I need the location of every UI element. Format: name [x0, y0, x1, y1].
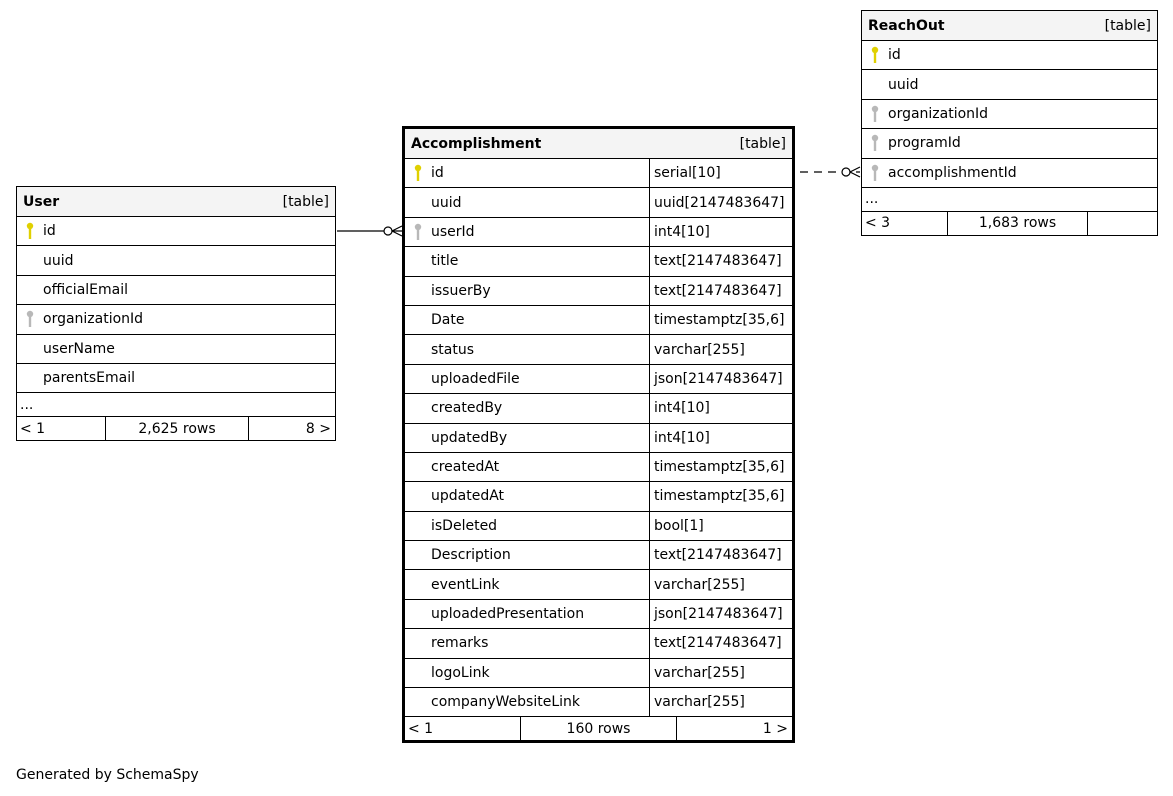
reachout-table-header [862, 11, 1157, 41]
table-kind: [table] [282, 193, 329, 210]
edge-user-accomplishment-crowfoot-top [392, 226, 402, 231]
column-name: id [431, 165, 444, 182]
primary-key-icon [25, 222, 35, 240]
column-name: organizationId [888, 105, 989, 122]
foreign-key-icon [870, 164, 880, 182]
foreign-key-icon [25, 310, 35, 328]
column-type: varchar[255] [649, 335, 792, 363]
column-type: text[2147483647] [649, 277, 792, 305]
column-name: id [43, 223, 56, 240]
column-row-uploadedfile[interactable] [405, 365, 792, 394]
column-row-status[interactable] [405, 335, 792, 364]
column-type: varchar[255] [649, 688, 792, 716]
column-row-username[interactable] [17, 335, 335, 364]
table-name: ReachOut [868, 17, 945, 34]
column-type: text[2147483647] [649, 247, 792, 275]
foreign-key-icon [870, 105, 880, 123]
column-type: int4[10] [649, 394, 792, 422]
column-row-uuid[interactable] [862, 70, 1157, 99]
column-row-organizationid[interactable] [862, 100, 1157, 129]
column-row-eventlink[interactable] [405, 570, 792, 599]
column-list [405, 159, 792, 717]
table-kind: [table] [1104, 17, 1151, 34]
table-name: Accomplishment [411, 135, 542, 152]
table-footer [17, 417, 335, 440]
footer-children[interactable]: 1 > [762, 720, 788, 737]
more-columns-ellipsis: ... [862, 188, 1157, 212]
edge-user-accomplishment-zero-marker [384, 227, 392, 235]
column-type: bool[1] [649, 512, 792, 540]
column-row-updatedby[interactable] [405, 424, 792, 453]
footer-parents[interactable]: < 3 [862, 212, 948, 235]
column-row-id[interactable] [17, 217, 335, 246]
foreign-key-icon [413, 223, 423, 241]
column-type: int4[10] [649, 218, 792, 246]
more-columns-ellipsis: ... [17, 393, 335, 417]
column-name: status [431, 341, 475, 358]
column-row-uploadedpresentation[interactable] [405, 600, 792, 629]
column-type: text[2147483647] [649, 541, 792, 569]
column-type: timestamptz[35,6] [649, 453, 792, 481]
column-name: issuerBy [431, 282, 491, 299]
footer-row-count: 160 rows [521, 717, 677, 740]
column-name: parentsEmail [43, 370, 136, 387]
column-name: id [888, 47, 901, 64]
column-name: accomplishmentId [888, 164, 1017, 181]
column-type: json[2147483647] [649, 365, 792, 393]
column-type: varchar[255] [649, 570, 792, 598]
column-name: updatedBy [431, 429, 508, 446]
column-row-parentsemail[interactable] [17, 364, 335, 393]
column-row-organizationid[interactable] [17, 305, 335, 334]
column-row-createdat[interactable] [405, 453, 792, 482]
column-row-title[interactable] [405, 247, 792, 276]
column-row-description[interactable] [405, 541, 792, 570]
column-name: remarks [431, 635, 489, 652]
column-name: uuid [431, 194, 462, 211]
column-type: uuid[2147483647] [649, 188, 792, 216]
column-name: eventLink [431, 576, 500, 593]
column-type: serial[10] [649, 159, 792, 187]
column-name: updatedAt [431, 488, 505, 505]
column-row-issuerby[interactable] [405, 277, 792, 306]
column-type: text[2147483647] [649, 629, 792, 657]
user-table[interactable] [16, 186, 336, 441]
column-type: timestamptz[35,6] [649, 306, 792, 334]
column-row-updatedat[interactable] [405, 482, 792, 511]
column-name: userName [43, 340, 115, 357]
column-type: json[2147483647] [649, 600, 792, 628]
column-row-date[interactable] [405, 306, 792, 335]
column-row-id[interactable] [405, 159, 792, 188]
column-list [862, 41, 1157, 188]
column-name: officialEmail [43, 281, 128, 298]
column-row-remarks[interactable] [405, 629, 792, 658]
column-name: createdBy [431, 400, 503, 417]
column-name: isDeleted [431, 517, 498, 534]
column-name: createdAt [431, 459, 500, 476]
column-row-id[interactable] [862, 41, 1157, 70]
foreign-key-icon [870, 134, 880, 152]
column-row-logolink[interactable] [405, 659, 792, 688]
column-name: logoLink [431, 664, 490, 681]
footer-row-count: 2,625 rows [106, 417, 249, 440]
column-list [17, 217, 335, 393]
column-row-programid[interactable] [862, 129, 1157, 158]
column-name: uuid [888, 76, 919, 93]
generated-by-label: Generated by SchemaSpy [16, 767, 199, 783]
column-type: int4[10] [649, 424, 792, 452]
footer-children[interactable]: 8 > [305, 420, 331, 437]
column-name: uploadedPresentation [431, 606, 585, 623]
column-name: programId [888, 135, 961, 152]
edge-accomplishment-reachout-crowfoot-bottom [850, 172, 860, 177]
footer-parents[interactable]: < 1 [17, 417, 106, 440]
column-row-officialemail[interactable] [17, 276, 335, 305]
reachout-table[interactable] [861, 10, 1158, 236]
column-name: Description [431, 547, 511, 564]
column-row-createdby[interactable] [405, 394, 792, 423]
primary-key-icon [413, 164, 423, 182]
column-name: title [431, 253, 459, 270]
accomplishment-table-header [405, 129, 792, 159]
footer-row-count: 1,683 rows [948, 212, 1088, 235]
column-row-uuid[interactable] [405, 188, 792, 217]
column-name: userId [431, 223, 475, 240]
table-kind: [table] [739, 135, 786, 152]
column-name: companyWebsiteLink [431, 694, 581, 711]
footer-parents[interactable]: < 1 [405, 717, 521, 740]
table-name: User [23, 193, 60, 210]
column-row-isdeleted[interactable] [405, 512, 792, 541]
accomplishment-table[interactable] [402, 126, 795, 743]
column-row-accomplishmentid[interactable] [862, 159, 1157, 188]
footer-children[interactable] [1088, 212, 1157, 235]
column-name: Date [431, 312, 465, 329]
column-name: organizationId [43, 311, 144, 328]
table-footer [405, 717, 792, 740]
edge-accomplishment-reachout-crowfoot-top [850, 167, 860, 172]
user-table-header [17, 187, 335, 217]
column-row-userid[interactable] [405, 218, 792, 247]
column-name: uploadedFile [431, 370, 520, 387]
edge-user-accomplishment-crowfoot-bottom [392, 231, 402, 236]
edge-accomplishment-reachout-zero-marker [842, 168, 850, 176]
primary-key-icon [870, 46, 880, 64]
table-footer [862, 212, 1157, 235]
column-type: timestamptz[35,6] [649, 482, 792, 510]
column-type: varchar[255] [649, 659, 792, 687]
column-row-companywebsitelink[interactable] [405, 688, 792, 717]
column-row-uuid[interactable] [17, 246, 335, 275]
column-name: uuid [43, 252, 74, 269]
